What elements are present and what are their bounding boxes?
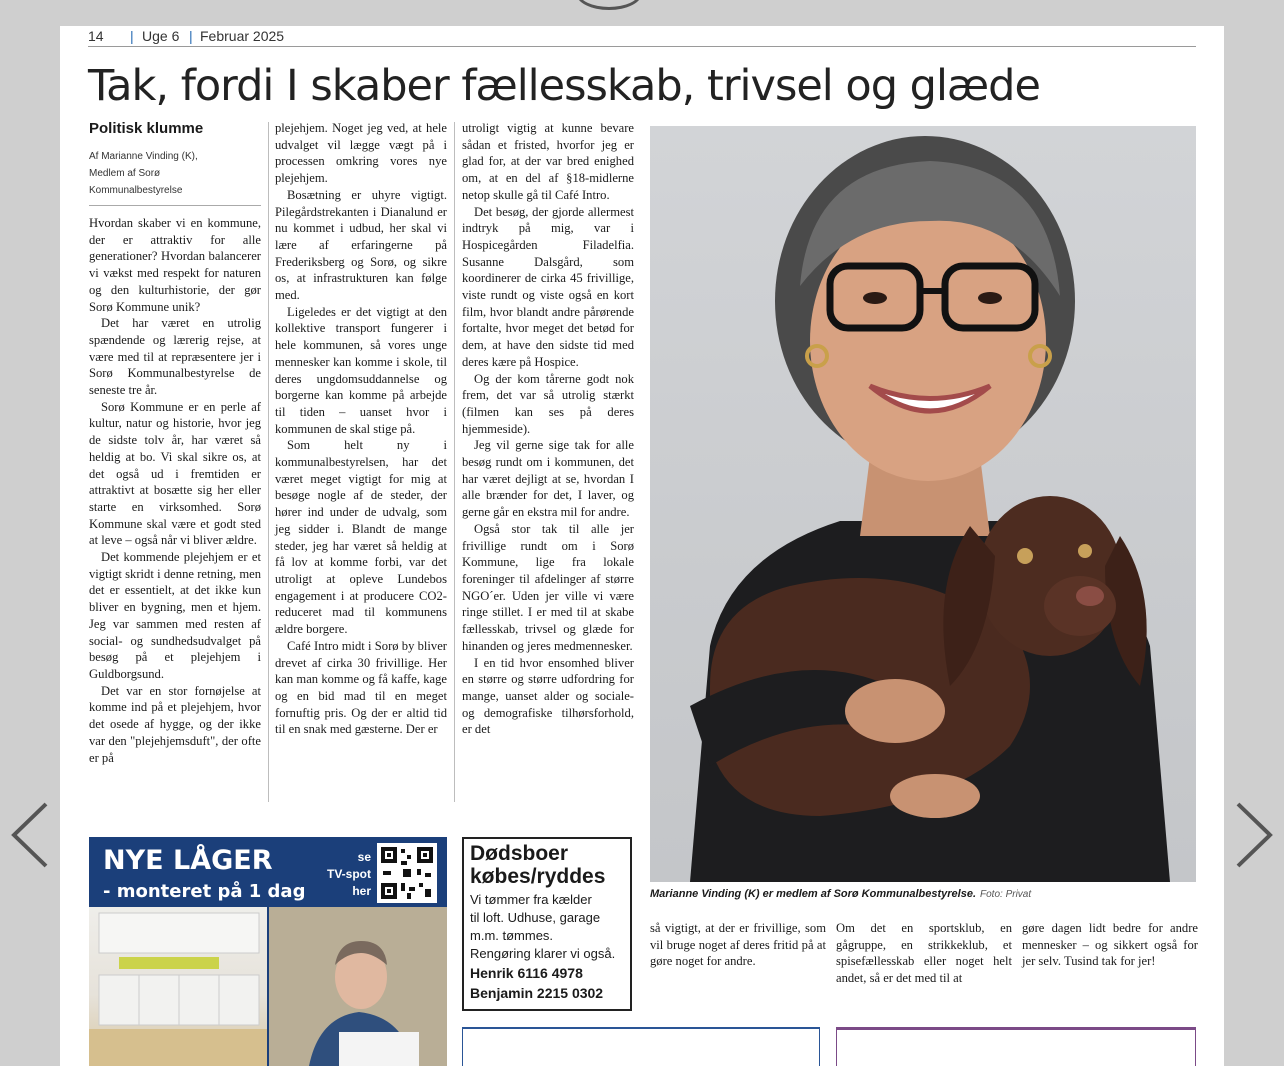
top-handle[interactable] [576,0,642,10]
prev-page-button[interactable] [8,800,52,870]
photo-caption [650,888,1196,900]
paragraph: Det besøg, der gjorde allermest indtryk på mig, var i Hospicegården Filadelfia. Susanne Dalsgård, som koordinerer de cirka 45 frivillige, viste rundt og viste også en kort film, hvor blandt andre pårørende fortalte, hvor meget det betød for dem, at have den sidste tid med deres kære på Hospice. [462,204,634,369]
ad-body: Vi tømmer fra kælder til loft. Udhuse, garage m.m. tømmes. Rengøring klarer vi også. [470,892,616,961]
byline: Af Marianne Vinding (K), Medlem af Sorø Kommunalbestyrelse [89,148,261,206]
ad-heading-1: Dødsboer [470,842,569,865]
caption-text: Marianne Vinding (K) er medlem af Sorø Kommunalbestyrelse. [650,888,976,900]
paragraph: Ligeledes er det vigtigt at den kollektive transport fungerer i hele kommunen, så vores unge mennesker kan komme i skole, til deres ungdomsuddannelse og borgerne kan komme på arbejde til tiden – uanset hvor i kommunen de skal stige på. [275,304,447,436]
next-page-button[interactable] [1232,800,1276,870]
ad-subtitle: - monteret på 1 dag [103,881,306,902]
paragraph: Hvordan skaber vi en kommune, der er attraktiv for alle generationer? Hvordan balancerer vi vækst med respekt for naturen og den kulturhistorie, der gør Sorø Kommune unik? [89,216,261,314]
photo-credit: Foto: Privat [980,889,1032,900]
chevron-left-icon [8,800,52,870]
paragraph: utroligt vigtig at kunne bevare sådan et fristed, hvorfor jeg er glad for, at der var bred enighed om, at en del af §18-midlerne netop skulle gå til Café Intro. [462,121,634,202]
continuation-column-2: Om det en sportsklub, en gågruppe, en strikkeklub, et spisefællesskab eller noget helt andet, så er det med til at [836,921,1012,986]
newspaper-page [60,26,1224,1066]
tv-spot-label: se TV-spot her [327,850,371,898]
paragraph: Det kommende plejehjem er et vigtigt skridt i denne retning, men det er essentielt, at det ikke kun bliver en bygning, men et hjem. Jeg var sammen med resten af social- og sundhedsudvalget på besøg på et plejehjem i Guldborgsund. [89,550,261,681]
article-column-3 [462,120,634,738]
ad-phone-henrik[interactable]: Henrik 6116 4978 [470,965,583,981]
paragraph: Som helt ny i kommunalbestyrelsen, har det været meget vigtigt for mig at besøge nogle af de steder, der hører ind under de udvalg, som jeg sidder i. Blandt de mange steder, jeg har været så heldig at få lov at komme forbi, var det utroligt at opleve Lundebos engagement i at producere CO2-reduceret mad til kommunens ældre borgere. [275,438,447,637]
ad-person-image [269,907,447,1066]
page-header: 14 | Uge 6 | Februar 2025 [88,26,1196,47]
chevron-right-icon [1232,800,1276,870]
paragraph: Jeg vil gerne sige tak for alle besøg rundt om i kommunen, det har været dejligt at se, hvordan I alle brænder for det, I laver, og gerne går en ekstra mil for andre. [462,438,634,520]
bottom-box-purple [836,1027,1196,1066]
article-column-2 [275,120,447,738]
continuation-column-1: så vigtigt, at der er frivillige, som vil bruge noget af deres fritid på at gøre noget for andre. [650,921,826,969]
portrait-illustration [650,126,1196,882]
paragraph: Det har været en utrolig spændende og lærerig rejse, at være med til at repræsentere jer i Sorø Kommunalbestyrelse de seneste tre år. [89,316,261,398]
paragraph: Det var en stor fornøjelse at komme ind på et plejehjem, hvor det osede af hygge, og der ikke var den "plejehjemsduft", der ofte er på [89,683,261,765]
paragraph: Også stor tak til alle jer frivillige rundt om i Sorø Kommune, lige fra lokale foreninger til afdelinger af større NGO´er. Uden jer ville vi være ringe stillet. I er med til at skabe fællesskab, trivsel og glæde for hinanden og jeres medmennesker. [462,521,634,653]
issue-week: Uge 6 [142,28,180,44]
issue-month: Februar 2025 [200,28,285,44]
paragraph: Sorø Kommune er en perle af kultur, natur og historie, hvor jeg de sidste tolv år, har været så heldig at bo. Vi skal sikre os, at det også ud i fremtiden er attraktivt at bosætte sig her eller starte en virksomhed. Sorø Kommune skal være et godt sted at leve – også når vi bliver ældre. [89,399,261,548]
headline: Tak, fordi I skaber fællesskab, trivsel og glæde [88,61,1040,111]
column-rule [454,122,455,802]
advertisement-nye-laager[interactable] [89,837,447,1066]
article-column-1 [89,120,261,766]
column-rule [268,122,269,802]
page-number: 14 [88,28,104,44]
ad-heading-2: købes/ryddes [470,865,606,888]
qr-code-icon[interactable] [377,843,437,903]
paragraph: Café Intro midt i Sorø by bliver drevet af cirka 30 frivillige. Her kan man komme og få kaffe, kage og en bid mad til en meget fornuftig pris. Og der er altid tid til en snak med gæsterne. Der er [275,638,447,737]
ad-kitchen-image [89,907,267,1066]
ad-phone-benjamin[interactable]: Benjamin 2215 0302 [470,985,604,1001]
kicker: Politisk klumme [89,120,204,137]
paragraph: plejehjem. Noget jeg ved, at hele udvalget vil lægge vægt på i processen omkring vores nye plejehjem. [275,121,447,186]
bottom-box-blue [462,1027,820,1066]
paragraph: I en tid hvor ensomhed bliver en større og større udfordring for mange, uanset alder og sociale- og demografiske tilhørsforhold, er det [462,655,634,737]
continuation-column-3: gøre dagen lidt bedre for andre mennesker – og sikkert også for jer selv. Tusind tak for jer! [1022,921,1198,969]
paragraph: Bosætning er uhyre vigtigt. Pilegårdstrekanten i Dianalund er nu kommet i udbud, her skal vi lære af erfaringerne på Frederiksberg og Sorø, og sikre os, at infrastrukturen kan følge med. [275,187,447,303]
advertisement-doedsboer[interactable] [462,837,632,1011]
paragraph: Og der kom tårerne godt nok frem, det var så utrolig stærkt (filmen kan ses på deres hjemmeside). [462,371,634,436]
ad-title: NYE LÅGER [103,845,273,876]
portrait-photo [650,126,1196,882]
